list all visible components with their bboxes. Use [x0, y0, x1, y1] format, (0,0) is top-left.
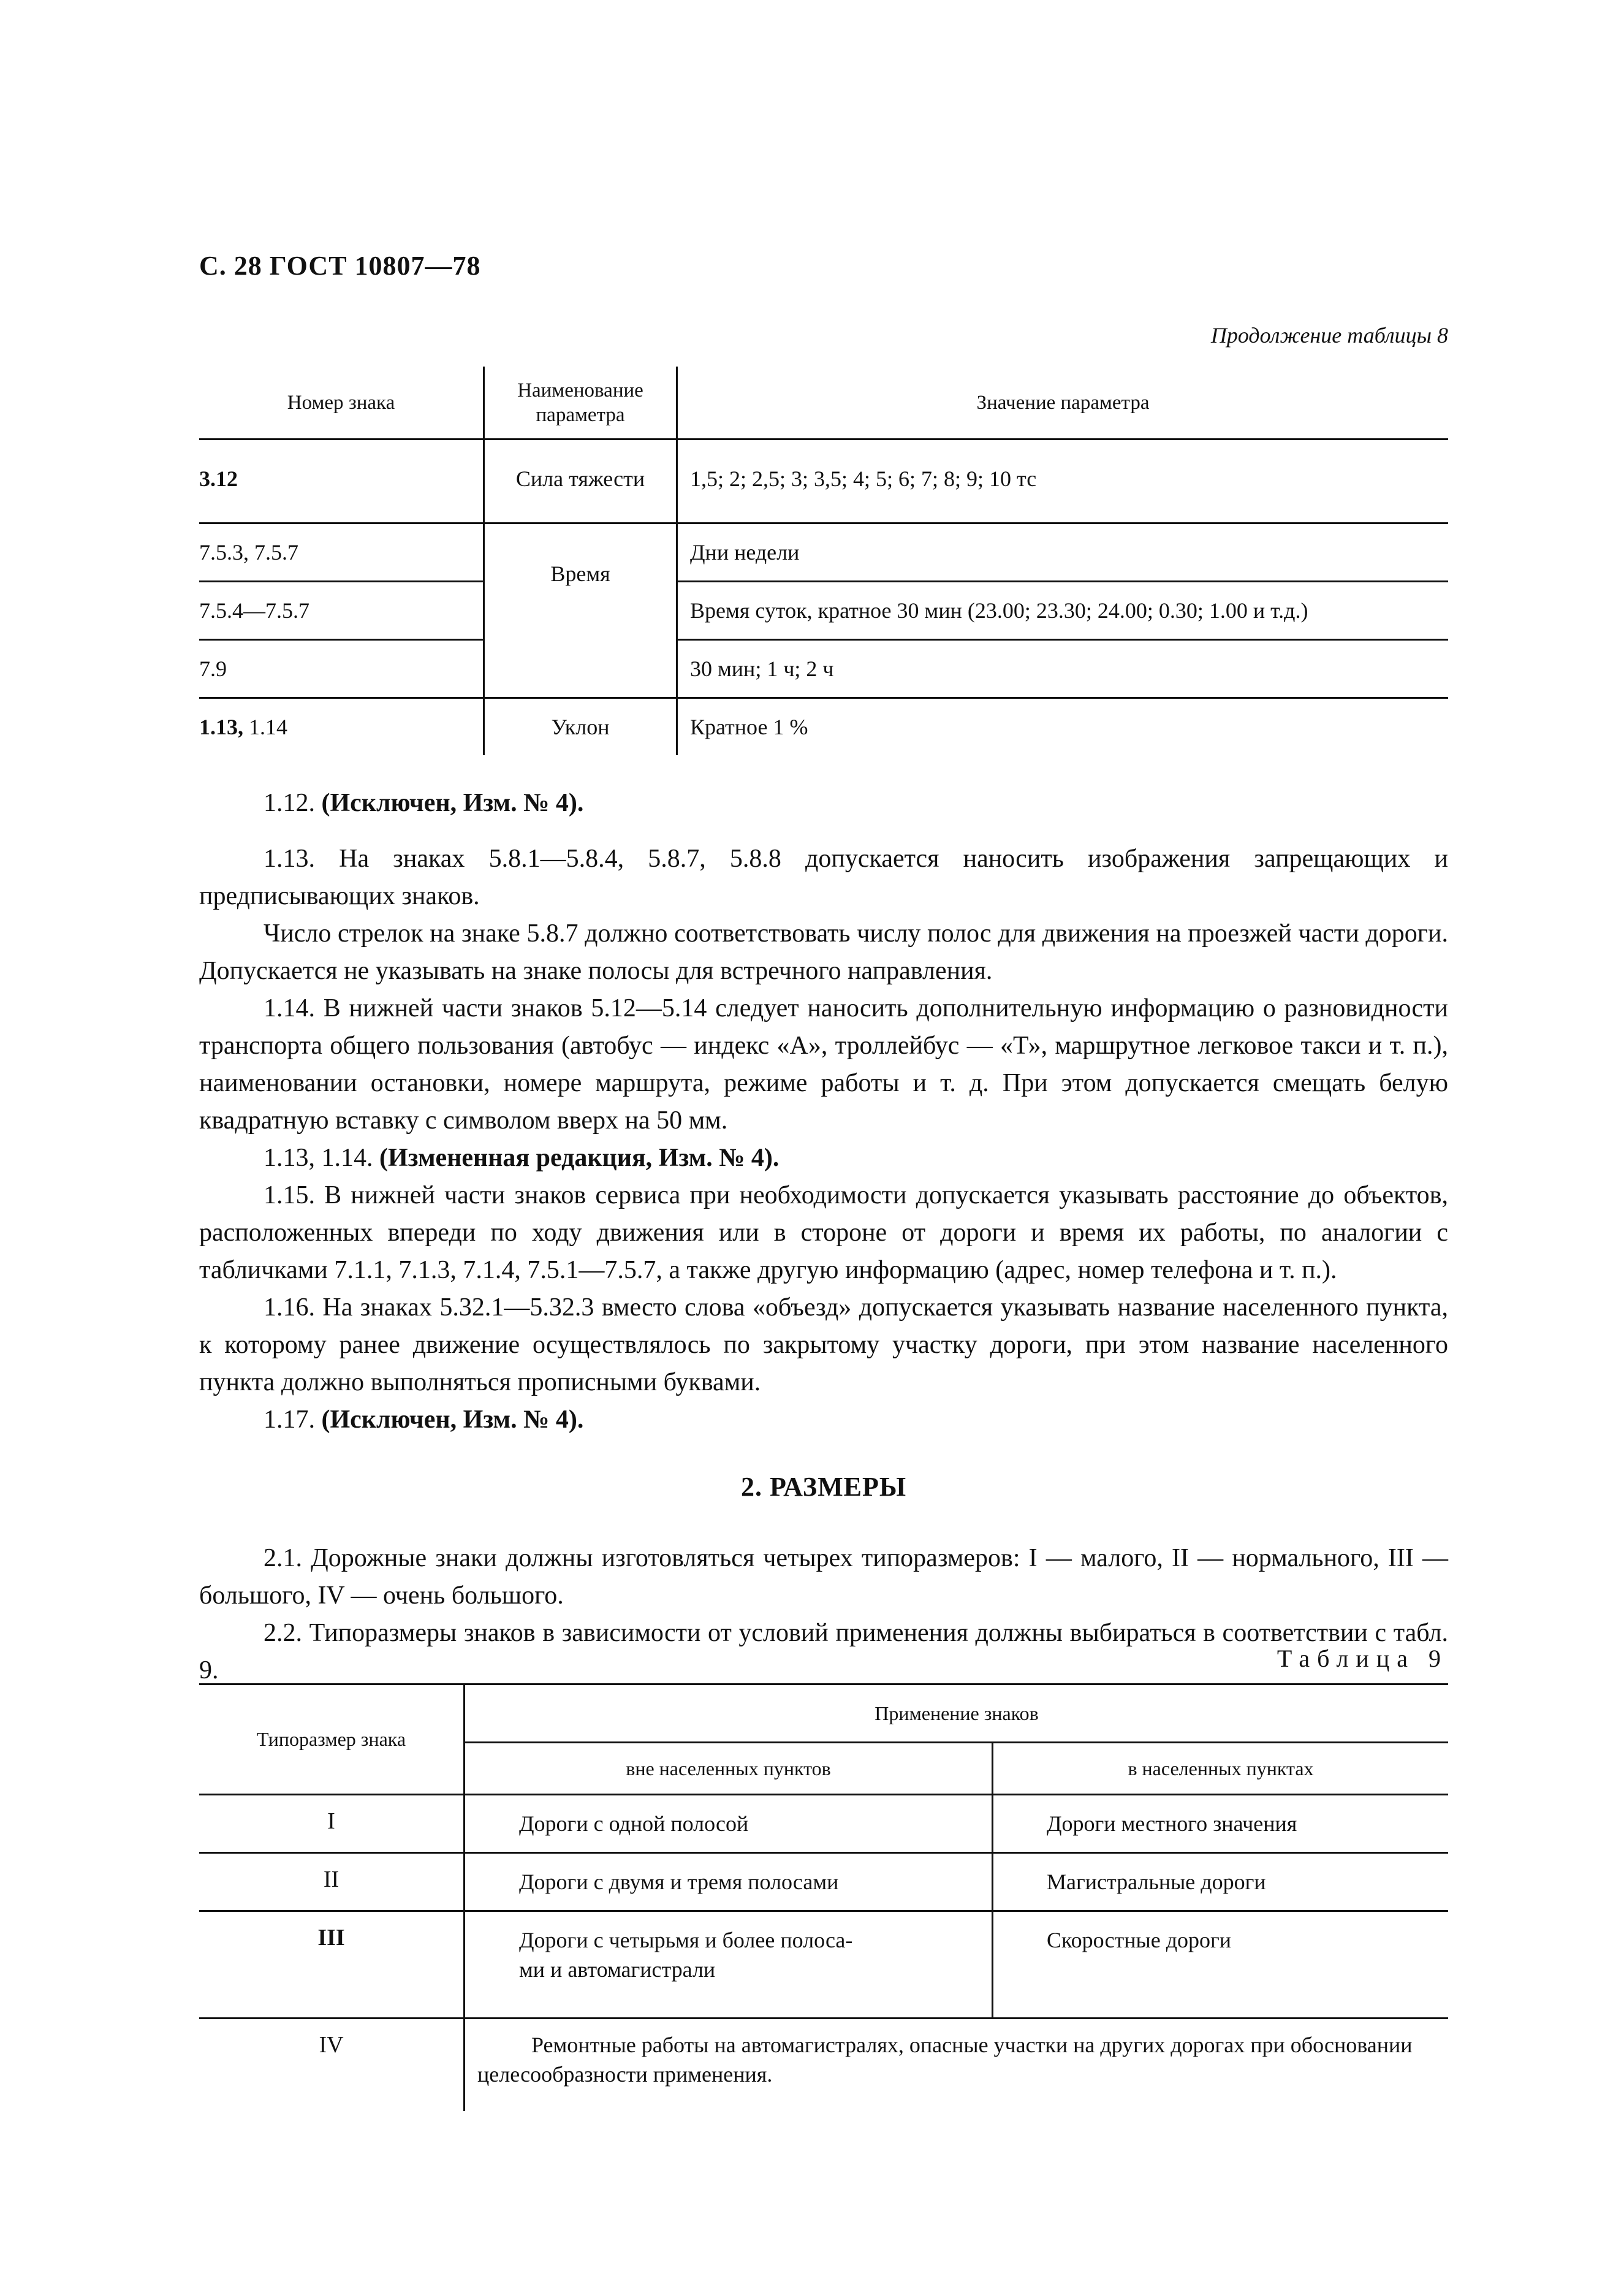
section-title: 2. РАЗМЕРЫ [740, 1472, 907, 1502]
table-9-header-size: Типоразмер знака [199, 1684, 465, 1795]
paragraph-number: 1.13, 1.14. [264, 1144, 373, 1172]
table-8-header-value: Значение параметра [677, 367, 1449, 440]
paragraph-2-1: 2.1. Дорожные знаки должны изготовляться четырех типоразмеров: I — малого, II — нормального, III — большого, IV — очень большого. [199, 1544, 1448, 1610]
table-9-header-inside: в населенных пунктах [993, 1743, 1449, 1795]
outside-value: Дороги с двумя и тремя полосами [465, 1853, 993, 1911]
paragraph-1-13-continued: Число стрелок на знаке 5.8.7 должно соответствовать числу полос для движения на проезжей части дороги. Допускается не указывать на знаке полосы для встречного направления. [199, 919, 1448, 985]
paragraph-1-16: 1.16. На знаках 5.32.1—5.32.3 вместо слова «объезд» допускается указывать название населенного пункта, к которому ранее движение осуществлялось по закрытому участку дороги, при этом название населенного пункта должно выполняться прописными буквами. [199, 1293, 1448, 1396]
sign-number: 3.12 [199, 466, 238, 491]
table-row [199, 1795, 1448, 1853]
sign-number [199, 698, 484, 756]
table-9-header-row [199, 1684, 1448, 1743]
sign-number: 7.5.4—7.5.7 [199, 582, 484, 640]
paragraph-1-13-1-14-note [199, 1140, 1448, 1177]
sign-number: 7.9 [199, 640, 484, 698]
paragraph-1-14: 1.14. В нижней части знаков 5.12—5.14 следует наносить дополнительную информацию о разновидности транспорта общего пользования (автобус — индекс «А», троллейбус — «Т», маршрутное легковое такси и т. п.), наименовании остановки, номере маршрута, режиме работы и т. д. При этом допускается смещать белую квадратную вставку с символом вверх на 50 мм. [199, 994, 1448, 1135]
table-row [199, 582, 1448, 640]
inside-value: Дороги местного значения [993, 1795, 1449, 1853]
inside-value: Скоростные дороги [993, 1911, 1449, 2019]
size-value: IV [319, 2032, 344, 2058]
size-value: III [199, 1911, 465, 2019]
table-8-header-row [199, 367, 1448, 440]
size-value: II [199, 1853, 465, 1911]
paragraph-2-2: 2.2. Типоразмеры знаков в зависимости от условий применения должны выбираться в соответствии с табл. 9. [199, 1619, 1448, 1684]
parameter-value: Время суток, кратное 30 мин (23.00; 23.30; 24.00; 0.30; 1.00 и т.д.) [677, 582, 1449, 640]
table-row [199, 2019, 1448, 2112]
table-9-header-application: Применение знаков [465, 1684, 1449, 1743]
table-row [199, 466, 1448, 523]
parameter-name: Сила тяжести [484, 466, 677, 523]
table-8 [199, 367, 1448, 755]
paragraph-1-15: 1.15. В нижней части знаков сервиса при необходимости допускается указывать расстояние до объектов, расположенных впереди по ходу движения или в стороне от дороги и время их работы, по аналогии с табличками 7.1.1, 7.1.3, 7.1.4, 7.5.1—7.5.7, а также другую информацию (адрес, номер телефона и т. п.). [199, 1181, 1448, 1284]
table-9-header-outside: вне населенных пунктов [465, 1743, 993, 1795]
page-header: С. 28 ГОСТ 10807—78 [199, 251, 481, 281]
outside-value: Дороги с четырьмя и более полоса- ми и автомагистрали [465, 1911, 993, 2019]
paragraph-number: 1.17. [264, 1406, 315, 1434]
amendment-note: (Измененная редакция, Изм. № 4). [379, 1144, 780, 1172]
amendment-note: (Исключен, Изм. № 4). [321, 789, 584, 817]
paragraph-number: 1.12. [264, 789, 315, 817]
paragraph-1-17 [199, 1401, 1448, 1439]
amendment-note: (Исключен, Изм. № 4). [321, 1406, 584, 1434]
table-row [199, 1853, 1448, 1911]
parameter-value: Кратное 1 % [677, 698, 1449, 756]
paragraph-1-12 [199, 785, 1448, 822]
inside-value: Магистральные дороги [993, 1853, 1449, 1911]
size-value: I [199, 1795, 465, 1853]
sign-number: 7.5.3, 7.5.7 [199, 523, 484, 582]
combined-value: Ремонтные работы на автомагистралях, опасные участки на других дорогах при обосновании целесообразности применения. [465, 2019, 1449, 2112]
parameter-name: Время [484, 523, 677, 698]
table-row [199, 640, 1448, 698]
table-8-header-parameter: Наименование параметра [484, 367, 677, 440]
table-row [199, 1911, 1448, 2019]
sign-number-regular: 1.14 [249, 715, 287, 739]
table-row [199, 698, 1448, 756]
table-9-caption: Таблица 9 [1277, 1645, 1448, 1672]
table-9 [199, 1683, 1448, 2111]
parameter-value: Дни недели [677, 523, 1449, 582]
table-8-header-number: Номер знака [199, 367, 484, 440]
parameter-value: 1,5; 2; 2,5; 3; 3,5; 4; 5; 6; 7; 8; 9; 10 тс [677, 466, 1449, 523]
parameter-name: Уклон [484, 698, 677, 756]
outside-value: Дороги с одной полосой [465, 1795, 993, 1853]
parameter-value: 30 мин; 1 ч; 2 ч [677, 640, 1449, 698]
body-text [199, 785, 1448, 1689]
paragraph-1-13: 1.13. На знаках 5.8.1—5.8.4, 5.8.7, 5.8.8 допускается наносить изображения запрещающих и предписывающих знаков. [199, 845, 1448, 910]
table-row [199, 523, 1448, 582]
table-continuation-label: Продолжение таблицы 8 [1210, 323, 1448, 348]
sign-number-bold: 1.13, [199, 715, 243, 739]
